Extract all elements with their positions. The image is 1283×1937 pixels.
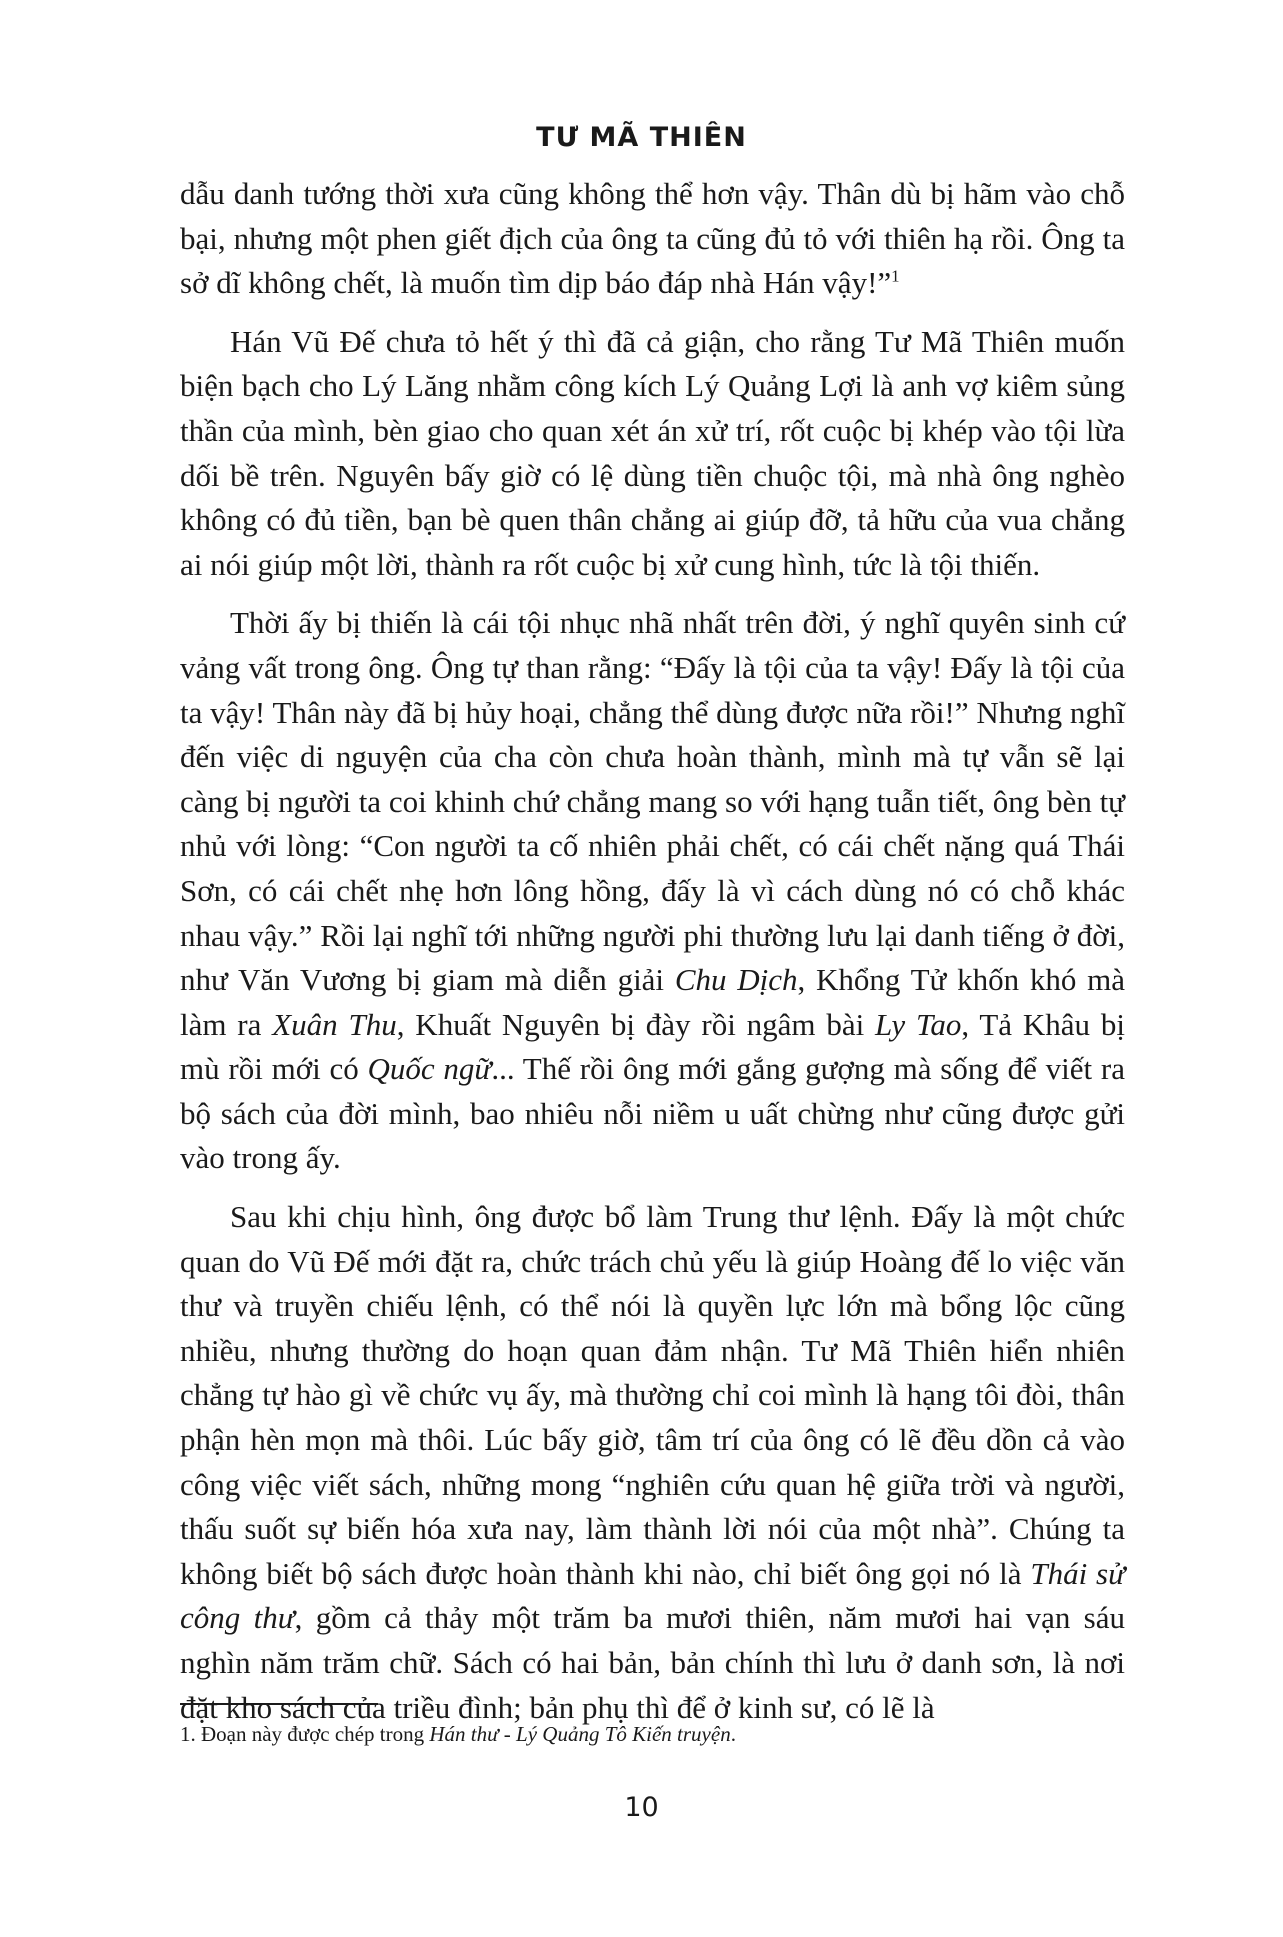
italic-title: Hán thư - Lý Quảng Tô Kiến truyện: [429, 1722, 731, 1746]
italic-title: Thái sử công thư: [180, 1555, 1125, 1636]
text-run: Hán Vũ Đế chưa tỏ hết ý thì đã cả giận, cho rằng Tư Mã Thiên muốn biện bạch cho Lý Lăng nhằm công kích Lý Quảng Lợi là anh vợ kiêm sủng thần của mình, bèn giao cho quan xét án xử trí, rốt cuộc bị khép vào tội lừa dối bề trên. Nguyên bấy giờ có lệ dùng tiền chuộc tội, mà nhà ông nghèo không có đủ tiền, bạn bè quen thân chẳng ai giúp đỡ, tả hữu của vua chẳng ai nói giúp một lời, thành ra rốt cuộc bị xử cung hình, tức là tội thiến.: [180, 323, 1125, 582]
running-header: TƯ MÃ THIÊN: [536, 122, 747, 153]
text-run: .: [730, 1722, 736, 1746]
page-number: 10: [624, 1792, 659, 1823]
italic-title: Xuân Thu: [272, 1006, 397, 1042]
text-run: , gồm cả thảy một trăm ba mươi thiên, năm mươi hai vạn sáu nghìn năm trăm chữ. Sách có hai bản, bản chính thì lưu ở danh sơn, là nơi đặt kho sách của triều đình; bản phụ thì để ở kinh sư, có lẽ là: [180, 1600, 1125, 1725]
footnote-divider: [180, 1703, 378, 1705]
text-run: , Khuất Nguyên bị đày rồi ngâm bài: [396, 1006, 876, 1042]
footnote: [180, 1720, 1125, 1748]
footnote-reference: 1: [891, 266, 900, 286]
paragraph-1: [180, 172, 1125, 306]
text-run: Thời ấy bị thiến là cái tội nhục nhã nhất trên đời, ý nghĩ quyên sinh cứ vảng vất trong ông. Ông tự than rằng: “Đấy là tội của ta vậy! Đấy là tội của ta vậy! Thân này đã bị hủy hoại, chẳng thể dùng được nữa rồi!” Nhưng nghĩ đến việc di nguyện của cha còn chưa hoàn thành, mình mà tự vẫn sẽ lại càng bị người ta coi khinh chứ chẳng mang so với hạng tuẫn tiết, ông bèn tự nhủ với lòng: “Con người ta cố nhiên phải chết, có cái chết nặng quá Thái Sơn, có cái chết nhẹ hơn lông hồng, đấy là vì cách dùng nó có chỗ khác nhau vậy.” Rồi lại nghĩ tới những người phi thường lưu lại danh tiếng ở đời, như Văn Vương bị giam mà diễn giải: [180, 605, 1125, 998]
text-run: , Khổng Tử khốn khó mà làm ra: [180, 962, 1125, 1042]
italic-title: Ly Tao: [875, 1006, 962, 1042]
italic-title: Quốc ngữ: [367, 1051, 492, 1087]
paragraph-2: [180, 320, 1125, 588]
text-run: dẫu danh tướng thời xưa cũng không thể hơn vậy. Thân dù bị hãm vào chỗ bại, nhưng một phen giết địch của ông ta cũng đủ tỏ với thiên hạ rồi. Ông ta sở dĩ không chết, là muốn tìm dịp báo đáp nhà Hán vậy!”: [180, 176, 1125, 301]
text-run: , Tả Khâu bị mù rồi mới có: [180, 1006, 1125, 1087]
text-run: 1. Đoạn này được chép trong: [180, 1722, 430, 1746]
paragraph-3: [180, 601, 1125, 1181]
paragraph-4: [180, 1195, 1125, 1730]
italic-title: Chu Dịch: [674, 962, 798, 998]
text-run: ... Thế rồi ông mới gắng gượng mà sống để viết ra bộ sách của đời mình, bao nhiêu nỗi niềm u uất chừng như cũng được gửi vào trong ấy.: [180, 1051, 1125, 1176]
body-text: [180, 172, 1125, 1744]
text-run: Sau khi chịu hình, ông được bổ làm Trung thư lệnh. Đấy là một chức quan do Vũ Đế mới đặt ra, chức trách chủ yếu là giúp Hoàng đế lo việc văn thư và truyền chiếu lệnh, có thể nói là quyền lực lớn mà bổng lộc cũng nhiều, nhưng thường do hoạn quan đảm nhận. Tư Mã Thiên hiển nhiên chẳng tự hào gì về chức vụ ấy, mà thường chỉ coi mình là hạng tôi đòi, thân phận hèn mọn mà thôi. Lúc bấy giờ, tâm trí của ông có lẽ đều dồn cả vào công việc viết sách, những mong “nghiên cứu quan hệ giữa trời và người, thấu suốt sự biến hóa xưa nay, làm thành lời nói của một nhà”. Chúng ta không biết bộ sách được hoàn thành khi nào, chỉ biết ông gọi nó là: [180, 1199, 1125, 1591]
